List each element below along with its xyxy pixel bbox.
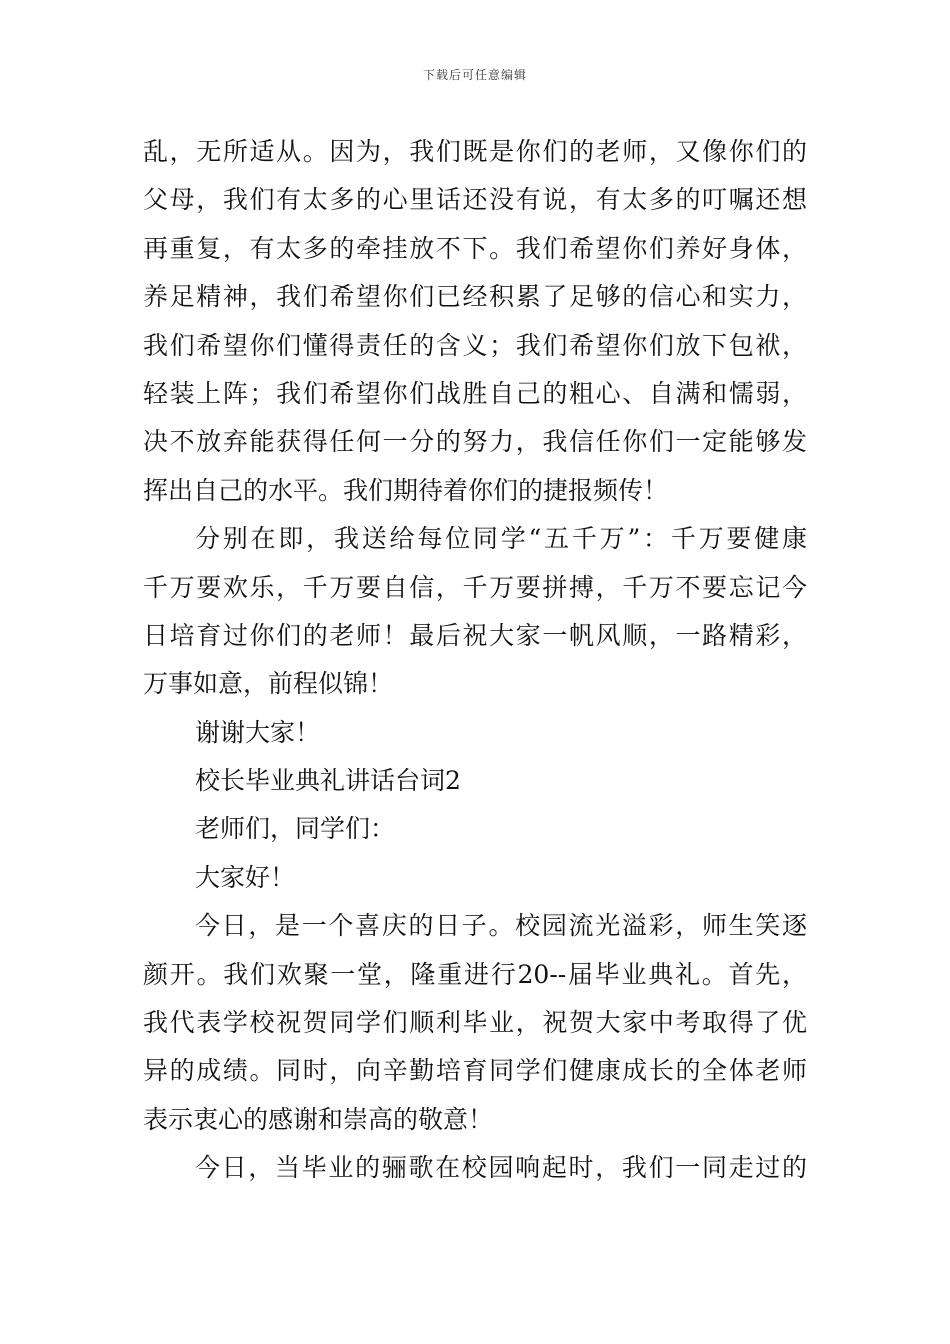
paragraph-line: 我们希望你们懂得责任的含义；我们希望你们放下包袱， [143, 330, 807, 360]
paragraph-line: 轻装上阵；我们希望你们战胜自己的粗心、自满和懦弱， [143, 378, 807, 408]
page-header-note: 下载后可任意编辑 [422, 68, 527, 82]
paragraph-line: 颜开。我们欢聚一堂，隆重进行20--届毕业典礼。首先， [143, 959, 807, 989]
paragraph-line: 我代表学校祝贺同学们顺利毕业，祝贺大家中考取得了优 [143, 1008, 807, 1038]
paragraph-line: 大家好！ [195, 862, 296, 892]
document-body [143, 128, 807, 1193]
paragraph-line: 校长毕业典礼讲话台词2 [195, 766, 461, 796]
paragraph-line: 谢谢大家！ [195, 717, 321, 747]
paragraph-line: 乱，无所适从。因为，我们既是你们的老师，又像你们的 [143, 137, 807, 166]
paragraph-line: 万事如意，前程似锦！ [143, 669, 394, 699]
paragraph-line: 今日，当毕业的骊歌在校园响起时，我们一同走过的 [195, 1153, 807, 1183]
paragraph-line: 再重复，有太多的牵挂放不下。我们希望你们养好身体， [143, 233, 807, 263]
paragraph-line: 千万要欢乐，千万要自信，千万要拼搏，千万不要忘记今 [143, 572, 807, 602]
paragraph-line: 日培育过你们的老师！最后祝大家一帆风顺，一路精彩， [143, 620, 807, 650]
paragraph-line: 父母，我们有太多的心里话还没有说，有太多的叮嘱还想 [143, 185, 807, 215]
paragraph-line: 决不放弃能获得任何一分的努力，我信任你们一定能够发 [143, 427, 807, 457]
paragraph-line: 老师们，同学们： [195, 814, 396, 844]
paragraph-line: 分别在即，我送给每位同学“五千万”：千万要健康 [195, 524, 807, 554]
paragraph-line: 养足精神，我们希望你们已经积累了足够的信心和实力， [143, 282, 807, 312]
paragraph-line: 挥出自己的水平。我们期待着你们的捷报频传！ [143, 475, 669, 505]
paragraph-line: 异的成绩。同时，向辛勤培育同学们健康成长的全体老师 [143, 1056, 807, 1086]
paragraph-line: 今日，是一个喜庆的日子。校园流光溢彩，师生笑逐 [195, 911, 807, 941]
paragraph-line: 表示衷心的感谢和崇高的敬意！ [143, 1104, 494, 1134]
